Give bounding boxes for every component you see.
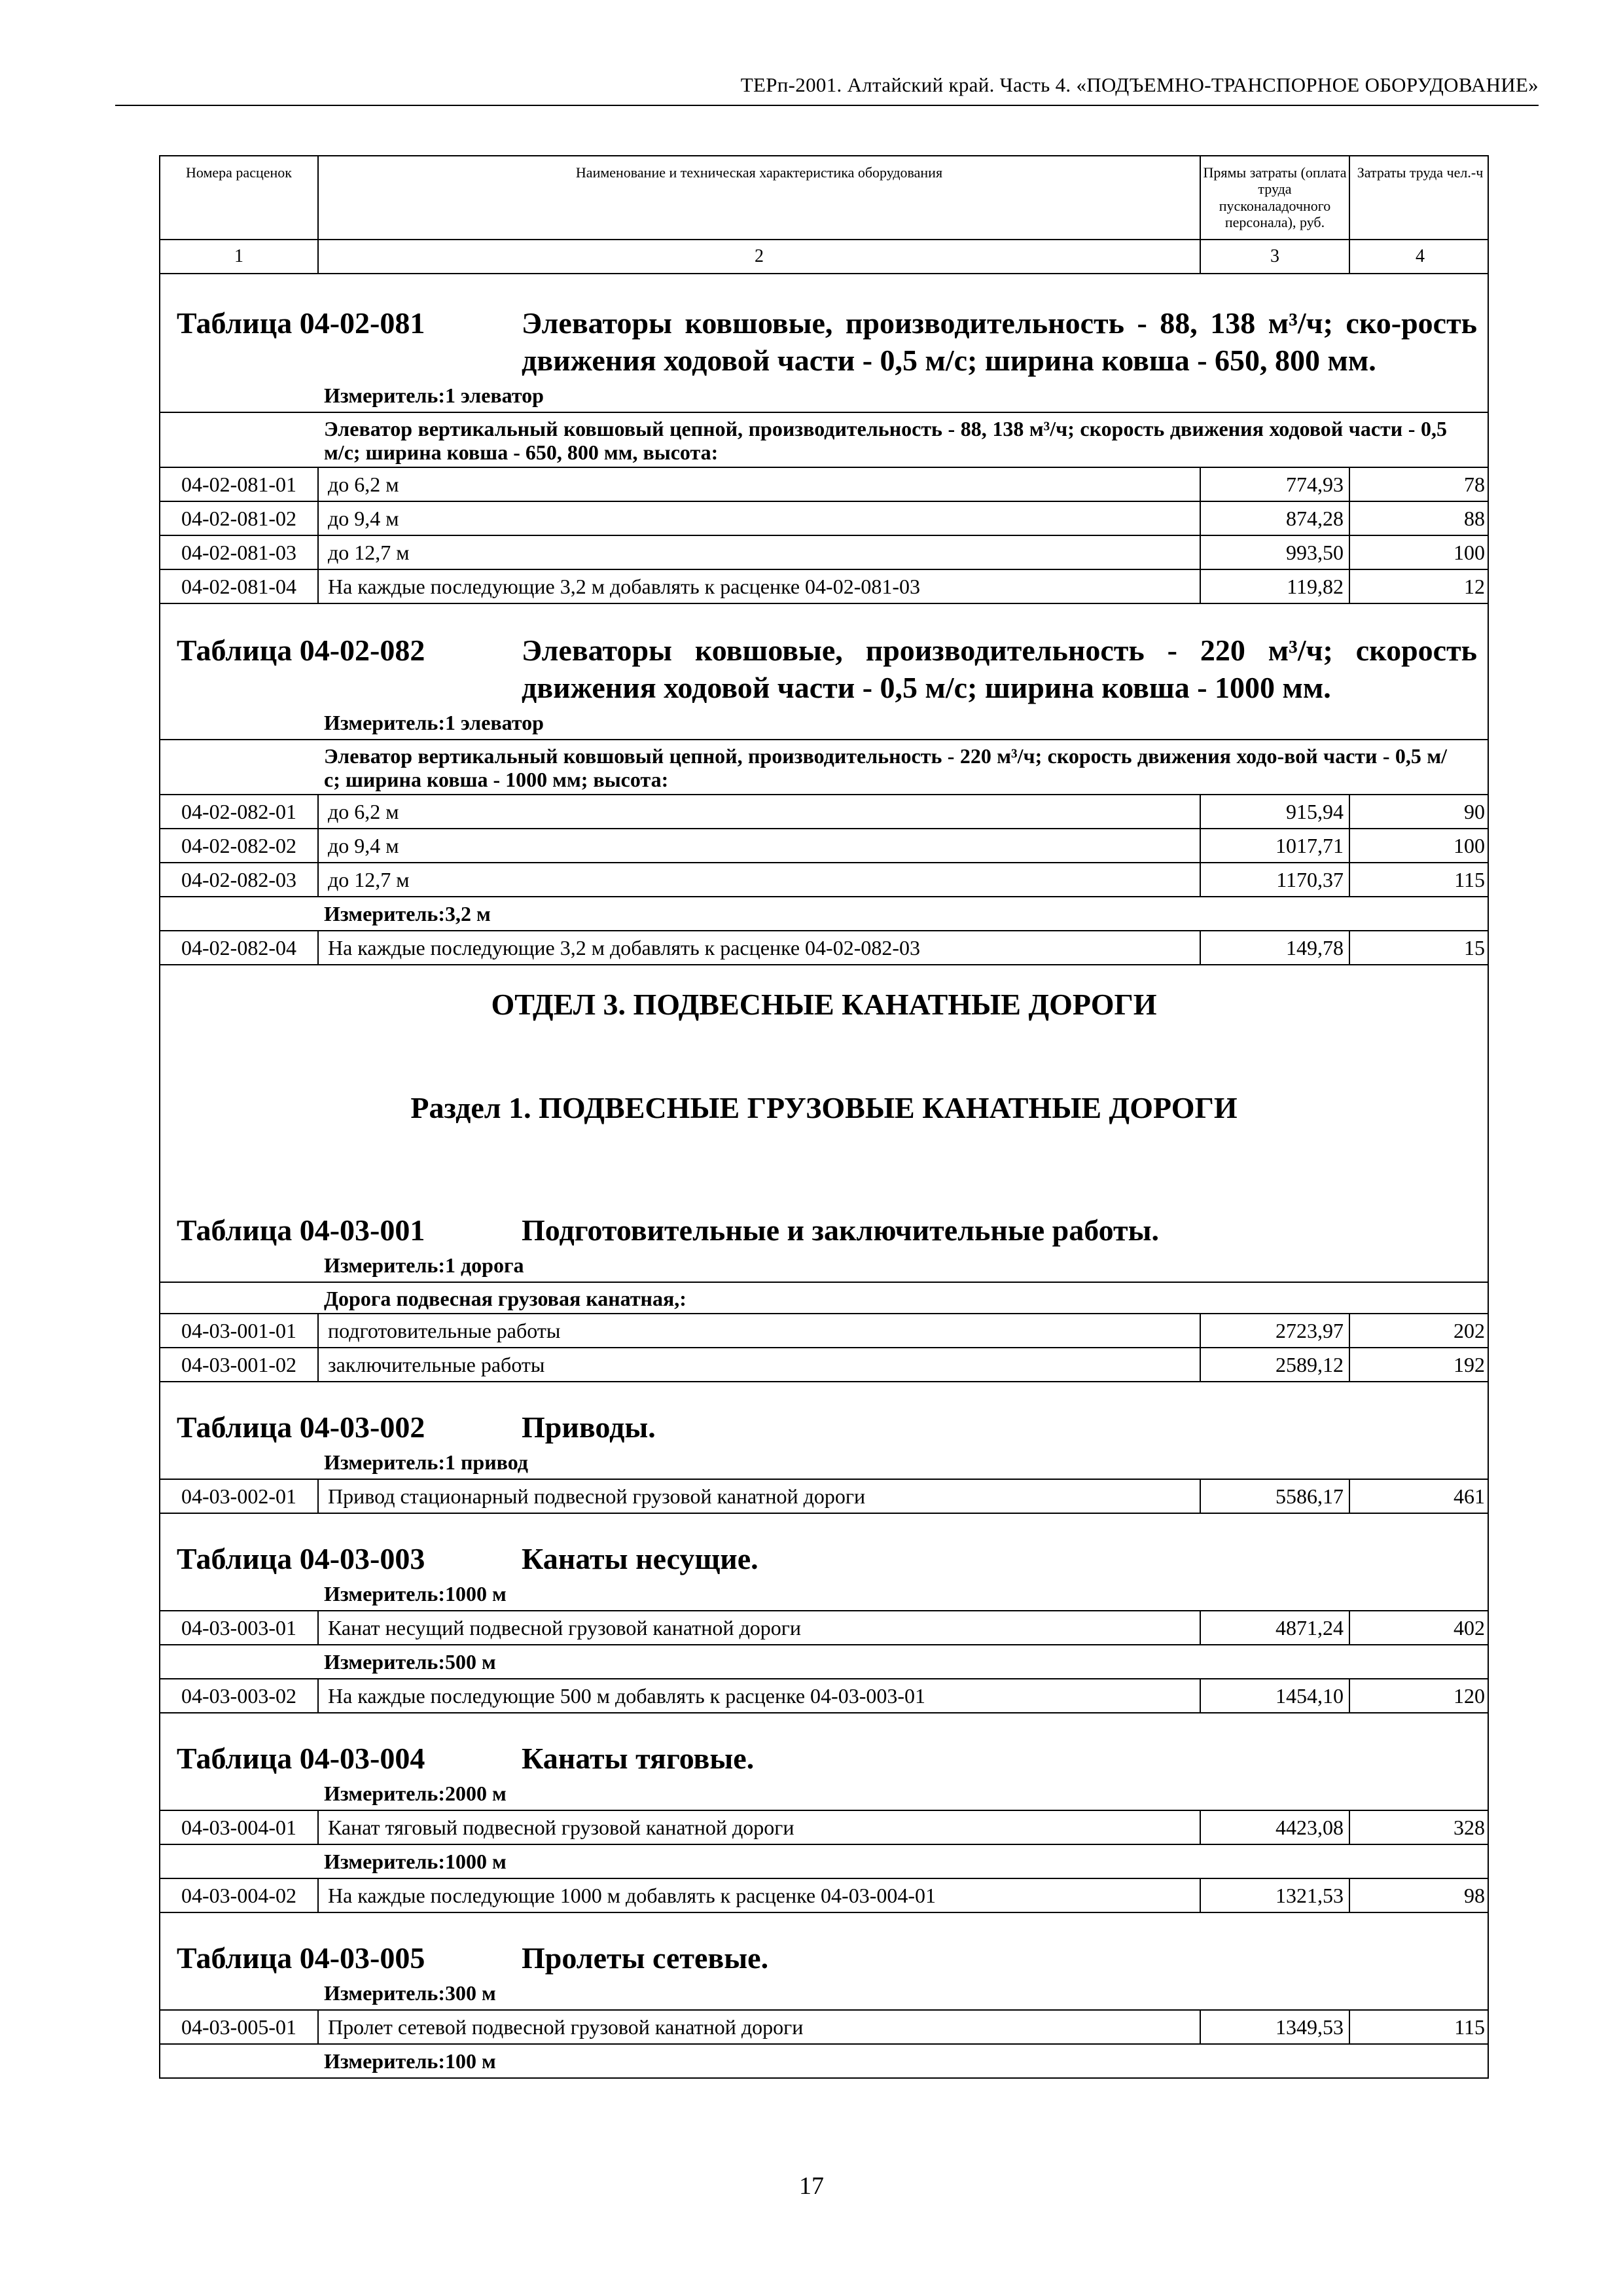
- table-row: [160, 501, 1488, 535]
- rate-labor: 90: [1349, 795, 1490, 828]
- measure-unit: Измеритель:1 привод: [324, 1450, 528, 1474]
- table-number: Таблица 04-02-082: [177, 634, 425, 667]
- measure-unit: Измеритель:300 м: [324, 1981, 496, 2005]
- rate-description: На каждые последующие 500 м добавлять к расценке 04-03-003-01: [317, 1679, 1200, 1712]
- row-group-heading: Элеватор вертикальный ковшовый цепной, производительность - 88, 138 м³/ч; скорость движения ходовой части - 0,5 м/с; ширина ковша - 650, 800 мм, высота:: [160, 412, 1488, 467]
- table-row: [160, 569, 1488, 604]
- rate-cost: 1349,53: [1200, 2011, 1349, 2043]
- rate-labor: 12: [1349, 570, 1490, 603]
- rate-code: 04-03-002-01: [181, 1484, 296, 1508]
- table-row: [160, 862, 1488, 896]
- table-row: [160, 930, 1488, 965]
- table-row: [160, 1878, 1488, 1913]
- table-title: [160, 1913, 1488, 1977]
- rate-description: На каждые последующие 3,2 м добавлять к расценке 04-02-081-03: [317, 570, 1200, 603]
- section-title: Раздел 1. ПОДВЕСНЫЕ ГРУЗОВЫЕ КАНАТНЫЕ ДОРОГИ: [410, 1091, 1238, 1124]
- rate-labor: 120: [1349, 1679, 1490, 1712]
- rate-labor: 88: [1349, 502, 1490, 535]
- table-number: Таблица 04-03-002: [177, 1410, 425, 1444]
- rate-cost: 915,94: [1200, 795, 1349, 828]
- row-group-heading: Элеватор вертикальный ковшовый цепной, производительность - 220 м³/ч; скорость движения ходо-вой части - 0,5 м/с; ширина ковша - 1000 мм; высота:: [160, 739, 1488, 794]
- department-title: ОТДЕЛ 3. ПОДВЕСНЫЕ КАНАТНЫЕ ДОРОГИ: [491, 988, 1157, 1021]
- table-row: [160, 1810, 1488, 1844]
- table-row: [160, 2009, 1488, 2043]
- rate-labor: 15: [1349, 931, 1490, 964]
- table-title: [160, 604, 1488, 706]
- rate-cost: 774,93: [1200, 468, 1349, 501]
- rate-labor: 78: [1349, 468, 1490, 501]
- rate-cost: 2589,12: [1200, 1348, 1349, 1381]
- table-title: [160, 1382, 1488, 1446]
- rate-labor: 115: [1349, 2011, 1490, 2043]
- rate-code: 04-03-001-01: [181, 1319, 296, 1342]
- rate-cost: 2723,97: [1200, 1314, 1349, 1347]
- rate-code: 04-03-003-02: [181, 1684, 296, 1708]
- rate-code: 04-03-004-01: [181, 1816, 296, 1839]
- measure-unit: Измеритель:1 элеватор: [324, 711, 544, 734]
- table-number: Таблица 04-02-081: [177, 306, 425, 340]
- table-name: Канаты тяговые.: [522, 1742, 755, 1775]
- rate-description: до 9,4 м: [317, 829, 1200, 862]
- table-row: [160, 1347, 1488, 1382]
- table-row: [160, 1313, 1488, 1347]
- header-rule: [115, 105, 1539, 106]
- rates-table: [159, 155, 1489, 2079]
- measure-unit: Измеритель:1000 м: [160, 1844, 1488, 1878]
- rate-code: 04-03-005-01: [181, 2015, 296, 2039]
- table-name: Приводы.: [522, 1410, 656, 1444]
- table-name: Подготовительные и заключительные работы.: [522, 1213, 1160, 1247]
- measure-unit: Измеритель:2000 м: [324, 1782, 507, 1805]
- table-row: [160, 1479, 1488, 1514]
- rate-cost: 1017,71: [1200, 829, 1349, 862]
- col-number: 3: [1200, 240, 1349, 273]
- rate-labor: 192: [1349, 1348, 1490, 1381]
- measure-unit: Измеритель:1 дорога: [324, 1253, 524, 1277]
- table-row: [160, 1610, 1488, 1644]
- rate-cost: 5586,17: [1200, 1480, 1349, 1513]
- rate-description: Канат несущий подвесной грузовой канатной дороги: [317, 1611, 1200, 1644]
- page-number: 17: [799, 2172, 824, 2200]
- measure-unit: Измеритель:3,2 м: [160, 896, 1488, 930]
- measure-unit: Измеритель:1 элеватор: [324, 384, 544, 407]
- rate-cost: 149,78: [1200, 931, 1349, 964]
- rate-code: 04-03-004-02: [181, 1884, 296, 1907]
- table-row: [160, 828, 1488, 862]
- col-header-codes: Номера расценок: [186, 164, 292, 181]
- running-header: ТЕРп-2001. Алтайский край. Часть 4. «ПОДЪЕМНО-ТРАНСПОРНОЕ ОБОРУДОВАНИЕ»: [740, 73, 1539, 96]
- table-name: Элеваторы ковшовые, производительность - 88, 138 м³/ч; ско-рость движения ходовой части - 0,5 м/с; ширина ковша - 650, 800 мм.: [522, 306, 1477, 377]
- column-numbers: [160, 240, 1488, 274]
- rate-description: до 12,7 м: [317, 536, 1200, 569]
- column-headers: [160, 156, 1488, 240]
- table-row: [160, 535, 1488, 569]
- rate-code: 04-03-003-01: [181, 1616, 296, 1640]
- table-name: Канаты несущие.: [522, 1542, 758, 1575]
- table-number: Таблица 04-03-003: [177, 1542, 425, 1575]
- rate-code: 04-02-081-04: [181, 575, 296, 598]
- measure-unit: Измеритель:1000 м: [324, 1582, 507, 1605]
- table-title: [160, 1126, 1488, 1249]
- rate-code: 04-02-082-04: [181, 936, 296, 960]
- rate-labor: 461: [1349, 1480, 1490, 1513]
- table-row: [160, 467, 1488, 501]
- rate-description: до 6,2 м: [317, 795, 1200, 828]
- rate-description: до 6,2 м: [317, 468, 1200, 501]
- rate-code: 04-02-082-01: [181, 800, 296, 823]
- rate-cost: 1170,37: [1200, 863, 1349, 896]
- col-header-name: Наименование и техническая характеристика оборудования: [317, 156, 1200, 239]
- table-name: Пролеты сетевые.: [522, 1941, 769, 1975]
- col-number: 1: [234, 246, 243, 266]
- rate-cost: 4423,08: [1200, 1811, 1349, 1844]
- rate-code: 04-02-081-02: [181, 507, 296, 530]
- measure-unit: Измеритель:500 м: [160, 1644, 1488, 1678]
- rate-cost: 4871,24: [1200, 1611, 1349, 1644]
- table-row: [160, 1678, 1488, 1713]
- rate-labor: 100: [1349, 536, 1490, 569]
- rate-labor: 98: [1349, 1879, 1490, 1912]
- rate-description: Привод стационарный подвесной грузовой канатной дороги: [317, 1480, 1200, 1513]
- rate-labor: 115: [1349, 863, 1490, 896]
- rate-description: до 12,7 м: [317, 863, 1200, 896]
- rate-cost: 1454,10: [1200, 1679, 1349, 1712]
- col-number: 2: [317, 240, 1200, 273]
- rate-description: Канат тяговый подвесной грузовой канатной дороги: [317, 1811, 1200, 1844]
- table-title: [160, 1713, 1488, 1777]
- col-header-labor: Затраты труда чел.-ч: [1349, 156, 1490, 239]
- rate-description: подготовительные работы: [317, 1314, 1200, 1347]
- rate-code: 04-03-001-02: [181, 1353, 296, 1376]
- rate-description: до 9,4 м: [317, 502, 1200, 535]
- table-number: Таблица 04-03-001: [177, 1213, 425, 1247]
- table-number: Таблица 04-03-004: [177, 1742, 425, 1775]
- row-group-heading: Дорога подвесная грузовая канатная,:: [160, 1282, 1488, 1313]
- rate-description: заключительные работы: [317, 1348, 1200, 1381]
- col-header-cost: Прямы затраты (оплата труда пусконаладочного персонала), руб.: [1200, 156, 1349, 239]
- rate-description: Пролет сетевой подвесной грузовой канатной дороги: [317, 2011, 1200, 2043]
- rate-labor: 328: [1349, 1811, 1490, 1844]
- rate-code: 04-02-081-01: [181, 473, 296, 496]
- rate-labor: 202: [1349, 1314, 1490, 1347]
- rate-code: 04-02-082-02: [181, 834, 296, 857]
- table-name: Элеваторы ковшовые, производительность - 220 м³/ч; скорость движения ходовой части - 0,5 м/с; ширина ковша - 1000 мм.: [522, 634, 1477, 704]
- rate-cost: 993,50: [1200, 536, 1349, 569]
- table-number: Таблица 04-03-005: [177, 1941, 425, 1975]
- rate-labor: 402: [1349, 1611, 1490, 1644]
- rate-code: 04-02-081-03: [181, 541, 296, 564]
- rate-cost: 119,82: [1200, 570, 1349, 603]
- rate-code: 04-02-082-03: [181, 868, 296, 891]
- measure-unit: Измеритель:100 м: [160, 2043, 1488, 2077]
- rate-description: На каждые последующие 3,2 м добавлять к расценке 04-02-082-03: [317, 931, 1200, 964]
- table-title: [160, 274, 1488, 379]
- rate-cost: 1321,53: [1200, 1879, 1349, 1912]
- col-number: 4: [1349, 240, 1490, 273]
- rate-labor: 100: [1349, 829, 1490, 862]
- table-row: [160, 794, 1488, 828]
- rate-cost: 874,28: [1200, 502, 1349, 535]
- rate-description: На каждые последующие 1000 м добавлять к расценке 04-03-004-01: [317, 1879, 1200, 1912]
- table-title: [160, 1514, 1488, 1577]
